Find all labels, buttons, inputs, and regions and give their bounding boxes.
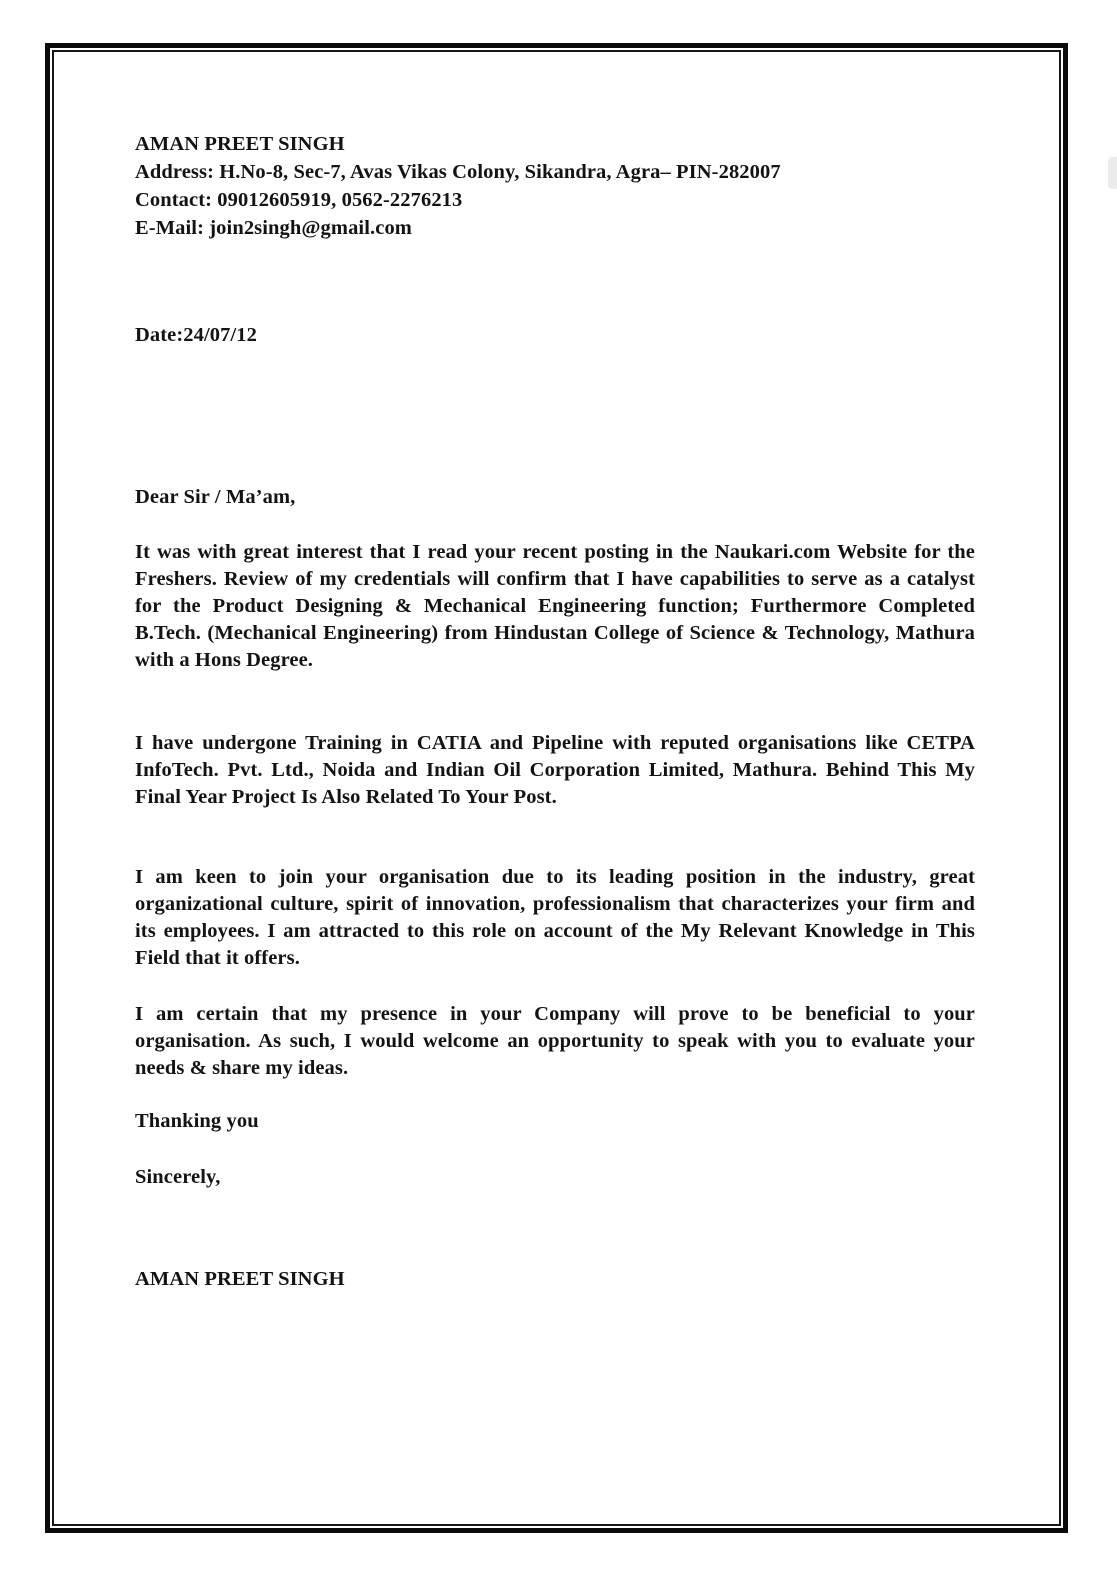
- sender-block: [135, 130, 975, 242]
- signoff: Sincerely,: [135, 1166, 221, 1188]
- paragraph-training: I have undergone Training in CATIA and Pipeline with reputed organisations like CETPA InfoTech. Pvt. Ltd., Noida and Indian Oil Corporation Limited, Mathura. Behind This My Final Year Project Is Also Related To Your Post.: [135, 732, 975, 808]
- scan-artifact: [1108, 157, 1117, 189]
- salutation: Dear Sir / Ma’am,: [135, 486, 296, 508]
- sender-name: AMAN PREET SINGH: [135, 133, 345, 155]
- paragraph-job-interest: It was with great interest that I read your recent posting in the Naukari.com Website for the Freshers. Review of my credentials will confirm that I have capabilities to serve as a catalyst for the Product Designing & Mechanical Engineering function; Furthermore Completed B.Tech. (Mechanical Engineering) from Hindustan College of Science & Technology, Mathura with a Hons Degree.: [135, 541, 975, 671]
- sender-address: Address: H.No-8, Sec-7, Avas Vikas Colony, Sikandra, Agra– PIN-282007: [135, 161, 781, 183]
- page-border-frame: [45, 43, 1068, 1533]
- paragraph-value: I am certain that my presence in your Company will prove to be beneficial to your organisation. As such, I would welcome an opportunity to speak with you to evaluate your needs & share my ideas.: [135, 1003, 975, 1079]
- page-border-inner-rule: [52, 50, 1061, 1526]
- letter-content: [54, 52, 1059, 1524]
- closing-thanks: Thanking you: [135, 1110, 259, 1132]
- paragraph-motivation: I am keen to join your organisation due to its leading position in the industry, great organizational culture, spirit of innovation, professionalism that characterizes your firm and its employees. I am attracted to this role on account of the My Relevant Knowledge in This Field that it offers.: [135, 866, 975, 969]
- date-line: Date:24/07/12: [135, 324, 257, 346]
- signature-name: AMAN PREET SINGH: [135, 1268, 345, 1290]
- sender-contact: Contact: 09012605919, 0562-2276213: [135, 189, 463, 211]
- sender-email: E-Mail: join2singh@gmail.com: [135, 217, 412, 239]
